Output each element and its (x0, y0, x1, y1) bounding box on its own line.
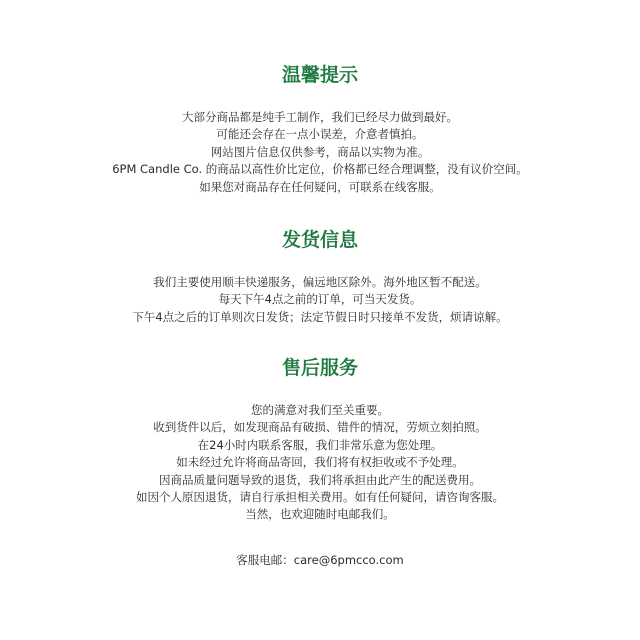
notice-line: 如果您对商品存在任何疑问，可联系在线客服。 (199, 179, 441, 194)
service-line: 如因个人原因退货，请自行承担相关费用。如有任何疑问，请咨询客服。 (136, 490, 504, 505)
service-line: 因商品质量问题导致的退货，我们将承担由此产生的配送费用。 (159, 472, 481, 487)
shipping-body (0, 274, 640, 326)
shipping-line: 每天下午4点之前的订单，可当天发货。 (218, 292, 422, 307)
notice-line: 可能还会存在一点小误差，介意者慎拍。 (216, 127, 424, 142)
contact-email-line: 客服电邮：care@6pmcco.com (236, 552, 404, 567)
service-title: 售后服务 (281, 357, 358, 379)
service-line: 您的满意对我们至关重要。 (251, 403, 389, 417)
shipping-title: 发货信息 (281, 229, 358, 251)
notice-title: 温馨提示 (281, 64, 358, 86)
notice-line: 网站图片信息仅供参考，商品以实物为准。 (210, 144, 430, 159)
shipping-line: 我们主要使用顺丰快递服务，偏远地区除外。海外地区暂不配送。 (153, 275, 487, 289)
service-line: 收到货件以后，如发现商品有破损、错件的情况，劳烦立刻拍照。 (153, 420, 487, 435)
notice-line: 6PM Candle Co. 的商品以高性价比定位，价格都已经合理调整，没有议价空间。 (112, 162, 528, 177)
service-body (0, 402, 640, 524)
shipping-line: 下午4点之后的订单则次日发货；法定节假日时只接单不发货，烦请谅解。 (132, 309, 508, 324)
service-line: 如未经过允许将商品寄回，我们将有权拒收或不予处理。 (176, 455, 464, 470)
service-line: 在24小时内联系客服，我们非常乐意为您处理。 (197, 437, 443, 452)
service-line: 当然，也欢迎随时电邮我们。 (245, 507, 395, 522)
notice-body (0, 109, 640, 196)
notice-line: 大部分商品都是纯手工制作，我们已经尽力做到最好。 (182, 110, 458, 124)
